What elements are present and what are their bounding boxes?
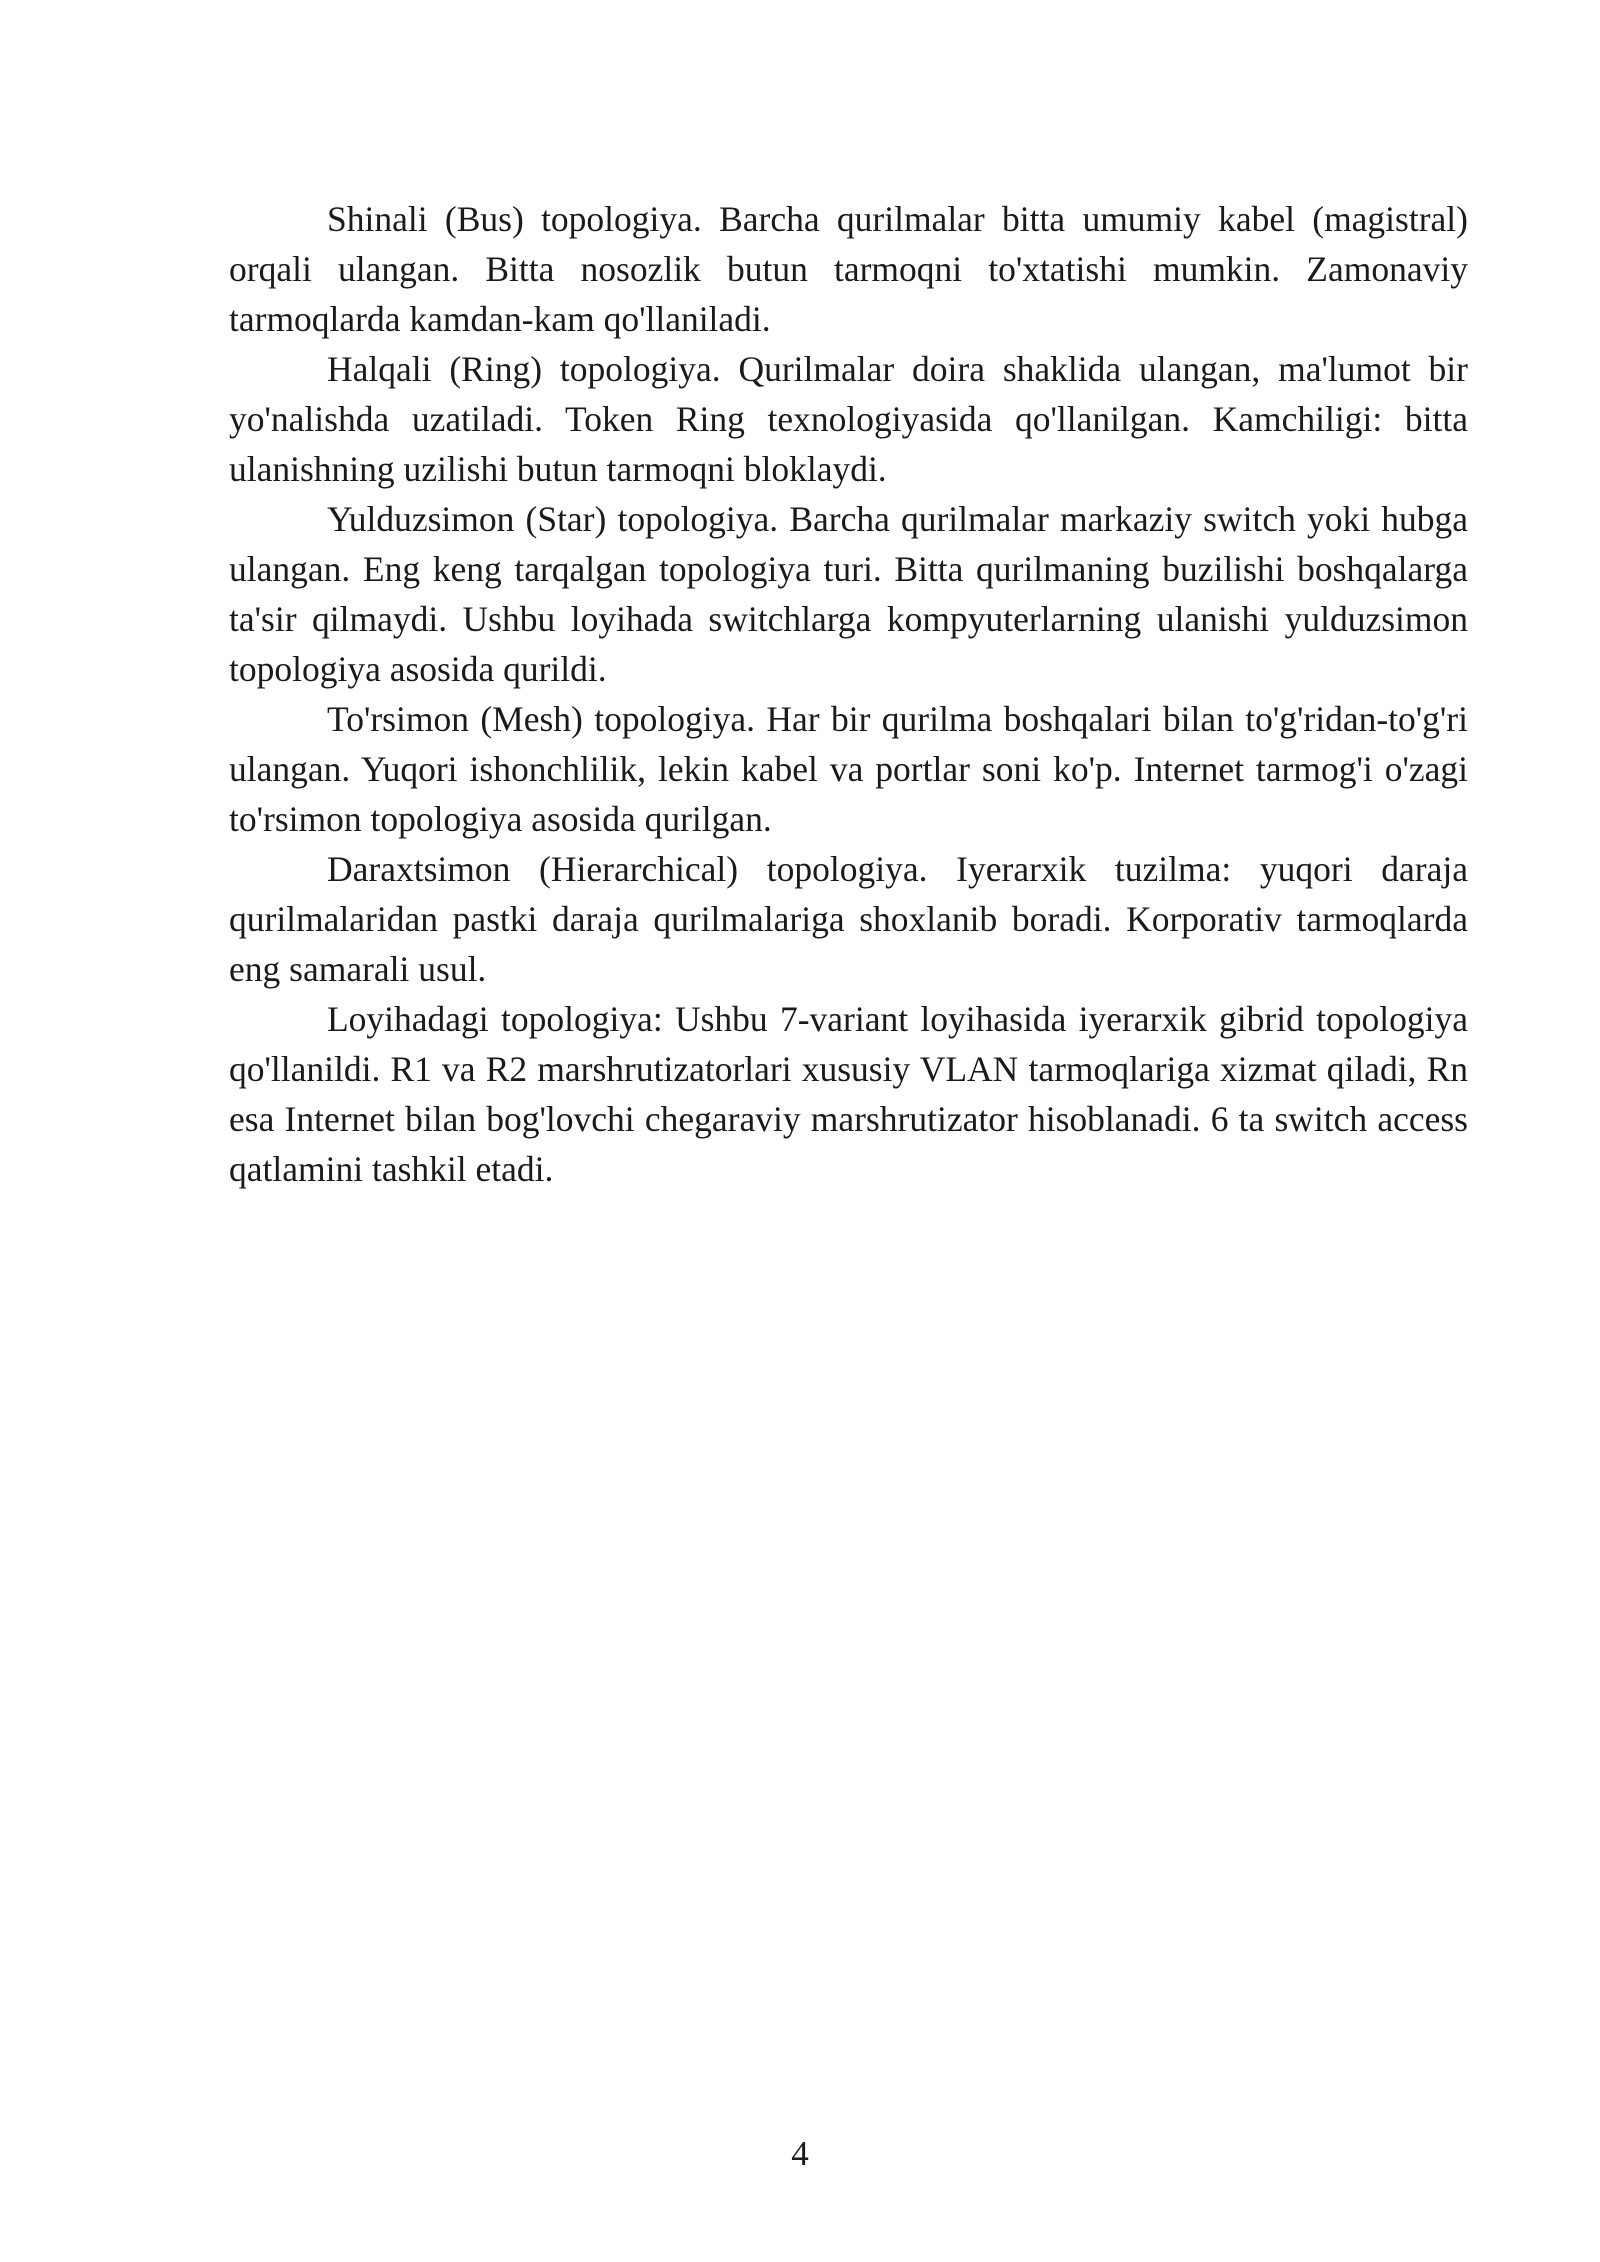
page-number: 4 <box>791 2134 809 2173</box>
paragraph-project-topology: Loyihadagi topologiya: Ushbu 7-variant loyihasida iyerarxik gibrid topologiya qo'llanildi. R1 va R2 marshrutizatorlari xususiy VLAN tarmoqlariga xizmat qiladi, Rn esa Internet bilan bog'lovchi chegaraviy marshrutizator hisoblanadi. 6 ta switch access qatlamini tashkil etadi. <box>229 999 1468 1189</box>
paragraph-hierarchical-topology: Daraxtsimon (Hierarchical) topologiya. Iyerarxik tuzilma: yuqori daraja qurilmalaridan pastki daraja qurilmalariga shoxlanib boradi. Korporativ tarmoqlarda eng samarali usul. <box>229 849 1468 989</box>
body-text <box>229 194 1468 1194</box>
paragraph-star-topology: Yulduzsimon (Star) topologiya. Barcha qurilmalar markaziy switch yoki hubga ulangan. Eng keng tarqalgan topologiya turi. Bitta qurilmaning buzilishi boshqalarga ta'sir qilmaydi. Ushbu loyihada switchlarga kompyuterlarning ulanishi yulduzsimon topologiya asosida qurildi. <box>229 499 1468 689</box>
paragraph-bus-topology: Shinali (Bus) topologiya. Barcha qurilmalar bitta umumiy kabel (magistral) orqali ulangan. Bitta nosozlik butun tarmoqni to'xtatishi mumkin. Zamonaviy tarmoqlarda kamdan-kam qo'llaniladi. <box>229 199 1468 339</box>
paragraph-ring-topology: Halqali (Ring) topologiya. Qurilmalar doira shaklida ulangan, ma'lumot bir yo'nalishda uzatiladi. Token Ring texnologiyasida qo'llanilgan. Kamchiligi: bitta ulanishning uzilishi butun tarmoqni bloklaydi. <box>229 349 1468 489</box>
paragraph-mesh-topology: To'rsimon (Mesh) topologiya. Har bir qurilma boshqalari bilan to'g'ridan-to'g'ri ulangan. Yuqori ishonchlilik, lekin kabel va portlar soni ko'p. Internet tarmog'i o'zagi to'rsimon topologiya asosida qurilgan. <box>229 699 1468 839</box>
